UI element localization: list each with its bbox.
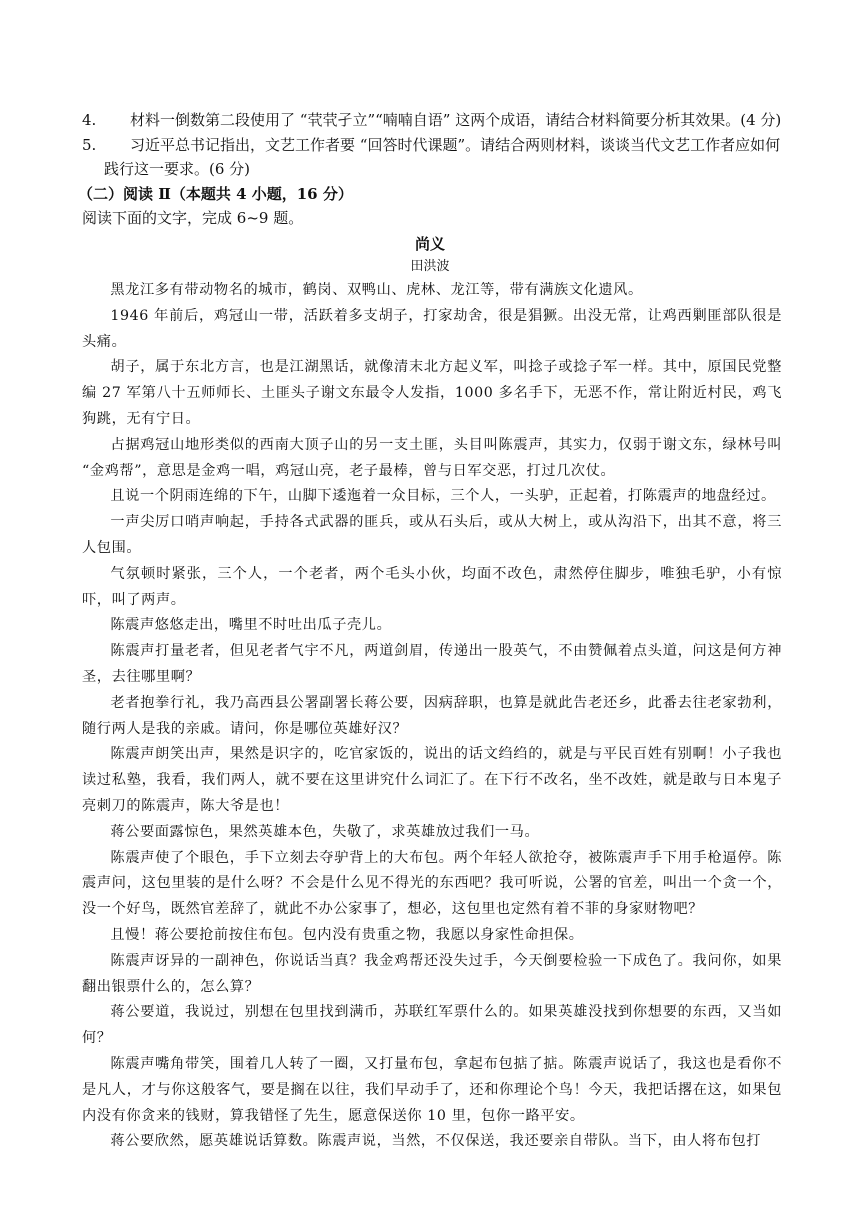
paragraph: 陈震声讶异的一副神色，你说话当真？我金鸡帮还没失过手，今天倒要检验一下成色了。我问你，如果翻出银票什么的，怎么算？ [82, 952, 782, 995]
article-body [82, 278, 782, 1155]
section-instruction: 阅读下面的文字，完成 6~9 题。 [82, 209, 304, 227]
article-title: 尚义 [414, 235, 445, 253]
paragraph: 老者抱拳行礼，我乃高西县公署副署长蒋公要，因病辞职，也算是就此告老还乡，此番去往老家勃利，随行两人是我的亲戚。请问，你是哪位英雄好汉？ [82, 694, 782, 737]
question-text-continuation: 践行这一要求。(6 分) [104, 160, 251, 178]
paragraph: 陈震声朗笑出声，果然是识字的，吃官家饭的，说出的话文绉绉的，就是与平民百姓有别啊！小子我也读过私塾，我看，我们两人，就不要在这里讲究什么词汇了。在下行不改名，坐不改姓，就是敢与日本鬼子亮刺刀的陈震声，陈大爷是也！ [82, 746, 782, 814]
question-4 [82, 108, 782, 132]
paragraph: 且慢！蒋公要抢前按住布包。包内没有贵重之物，我愿以身家性命担保。 [110, 926, 584, 943]
paragraph: 1946 年前后，鸡冠山一带，活跃着多支胡子，打家劫舍，很是猖獗。出没无常，让鸡西剿匪部队很是头痛。 [82, 307, 782, 350]
paragraph: 蒋公要欣然，愿英雄说话算数。陈震声说，当然，不仅保送，我还要亲自带队。当下，由人将布包打 [110, 1133, 762, 1150]
paragraph: 占据鸡冠山地形类似的西南大顶子山的另一支土匪，头目叫陈震声，其实力，仅弱于谢文东，绿林号叫 “金鸡帮”，意思是金鸡一唱，鸡冠山亮，老子最棒，曾与日军交恶，打过几次仗。 [82, 436, 782, 479]
section-heading: （二）阅读 Ⅱ（本题共 4 小题，16 分） [78, 185, 353, 203]
paragraph: 蒋公要道，我说过，别想在包里找到满币，苏联红军票什么的。如果英雄没找到你想要的东西，又当如何？ [82, 1004, 782, 1047]
question-5 [82, 133, 782, 181]
question-number: 4. [82, 111, 97, 129]
article-author: 田洪波 [410, 259, 450, 274]
paragraph: 陈震声悠悠走出，嘴里不时吐出瓜子壳儿。 [110, 617, 392, 634]
question-number: 5. [82, 136, 97, 154]
paragraph: 陈震声使了个眼色，手下立刻去夺驴背上的大布包。两个年轻人欲抢夺，被陈震声手下用手枪逼停。陈震声问，这包里装的是什么呀？不会是什么见不得光的东西吧？我可听说，公署的官差，叫出一个贪一个，没一个好鸟，既然官差辞了，就此不办公家事了，想必，这包里也定然有着不菲的身家财物吧？ [82, 849, 782, 918]
paragraph: 气氛顿时紧张，三个人，一个老者，两个毛头小伙，均面不改色，肃然停住脚步，唯独毛驴，小有惊吓，叫了两声。 [82, 565, 782, 608]
paragraph: 黑龙江多有带动物名的城市，鹤岗、双鸭山、虎林、龙江等，带有满族文化遗风。 [110, 282, 643, 298]
paragraph: 且说一个阴雨连绵的下午，山脚下逶迤着一众目标，三个人，一头驴，正起着，打陈震声的地盘经过。 [110, 488, 776, 505]
paragraph: 一声尖厉口哨声响起，手持各式武器的匪兵，或从石头后，或从大树上，或从沟沿下，出其不意，将三人包围。 [82, 514, 782, 556]
paragraph: 陈震声打量老者，但见老者气宇不凡，两道剑眉，传递出一股英气，不由赞佩着点头道，问这是何方神圣，去往哪里啊？ [82, 643, 782, 685]
paragraph: 蒋公要面露惊色，果然英雄本色，失敬了，求英雄放过我们一马。 [110, 823, 540, 840]
question-text: 习近平总书记指出，文艺工作者要 “回答时代课题”。请结合两则材料，谈谈当代文艺工作者应如何 [130, 136, 781, 154]
question-text: 材料一倒数第二段使用了 “茕茕孑立”“喃喃自语” 这两个成语，请结合材料简要分析其效果。(4 分) [130, 111, 782, 129]
paragraph: 胡子，属于东北方言，也是江湖黑话，就像清末北方起义军，叫捻子或捻子军一样。其中，原国民党整编 27 军第八十五师师长、土匪头子谢文东最令人发指，1000 多名手下，无恶不作，常让附近村民，鸡飞狗跳，无有宁日。 [82, 359, 782, 427]
paragraph: 陈震声嘴角带笑，围着几人转了一圈，又打量布包，拿起布包掂了掂。陈震声说话了，我这也是看你不是凡人，才与你这般客气，要是搁在以往，我们早动手了，还和你理论个鸟！今天，我把话撂在这，如果包内没有你贪来的钱财，算我错怪了先生，愿意保送你 10 里，包你一路平安。 [82, 1055, 782, 1124]
